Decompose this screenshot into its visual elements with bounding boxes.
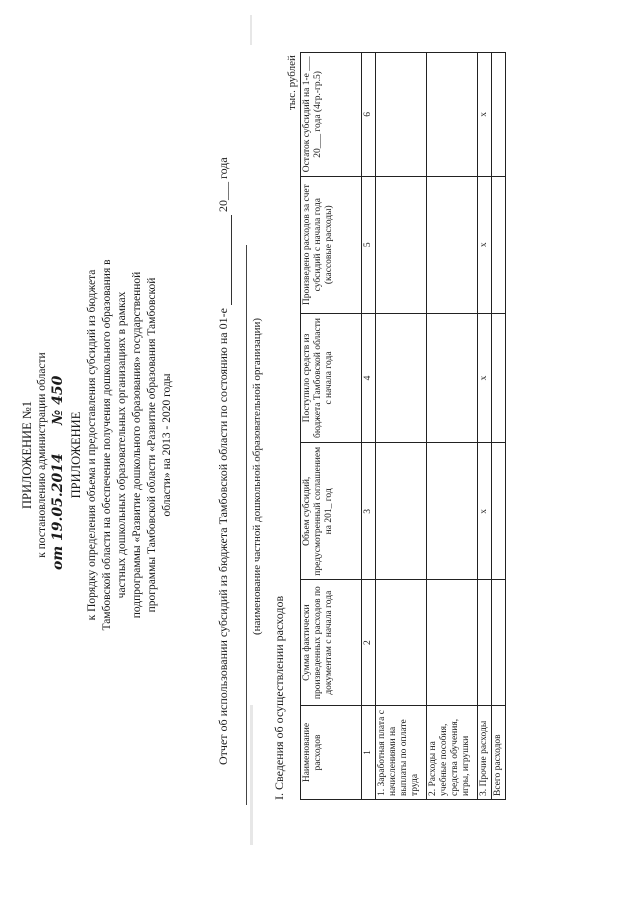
order-line-6: области» на 2013 - 2020 годы (161, 373, 173, 517)
section-heading: I. Сведения об осуществлении расходов (272, 595, 286, 800)
appendix-heading: ПРИЛОЖЕНИЕ (69, 411, 83, 499)
organization-caption: (наименование частной дошкольной образовательной организации) (251, 317, 263, 635)
row-name: 2. Расходы на учебные пособия, средства обучения, игры, игрушки (426, 706, 477, 800)
table-cell (375, 443, 426, 580)
column-number: 6 (362, 53, 376, 177)
order-line-5: программы Тамбовской области «Развитие образования Тамбовской (146, 277, 158, 613)
scan-noise (250, 15, 252, 45)
table-cell: х (477, 313, 491, 443)
table-number-row (362, 53, 376, 800)
report-title (216, 157, 232, 765)
report-year: 20___ года (216, 157, 230, 213)
expenses-table (300, 52, 506, 800)
handwritten-date: от 19.05.2014 (50, 453, 66, 570)
table-cell (426, 443, 477, 580)
header-subsidy-volume: Объем субсидий, предусмотренный соглашением на 201_ год (301, 443, 362, 580)
column-number: 1 (362, 706, 376, 800)
table-cell (375, 176, 426, 313)
table-row (491, 53, 505, 800)
table-cell (426, 53, 477, 177)
handwritten-number: № 450 (50, 375, 66, 425)
table-cell (491, 313, 505, 443)
table-cell (426, 580, 477, 706)
table-row (477, 53, 491, 800)
table-header-row (301, 53, 362, 800)
table-cell (491, 580, 505, 706)
header-expense-name: Наименование расходов (301, 706, 362, 800)
table-cell (426, 176, 477, 313)
header-actual-expenses: Сумма фактически произведенных расходов по документам с начала года (301, 580, 362, 706)
row-name: 3. Прочие расходы (477, 706, 491, 800)
column-number: 5 (362, 176, 376, 313)
table-cell (477, 580, 491, 706)
resolution-reference: к постановлению администрации области (36, 352, 48, 558)
scan-noise (258, 415, 260, 475)
order-line-2: Тамбовской области на обеспечение получения дошкольного образования в (101, 259, 113, 631)
row-name: Всего расходов (491, 706, 505, 800)
row-name: 1. Заработная плата с начислениями на выплаты по оплате труда (375, 706, 426, 800)
appendix-1-heading: ПРИЛОЖЕНИЕ №1 (20, 400, 34, 510)
report-date-blank (216, 215, 232, 305)
table-cell (375, 53, 426, 177)
order-line-1: к Порядку определения объема и предоставления субсидий из бюджета (86, 269, 98, 621)
table-cell: х (477, 443, 491, 580)
table-row (375, 53, 426, 800)
table-cell (426, 313, 477, 443)
units-label: тыс. рублей (286, 55, 298, 110)
organization-name-line (246, 245, 247, 805)
table-cell: х (477, 176, 491, 313)
table-cell (375, 580, 426, 706)
table-cell (491, 443, 505, 580)
column-number: 4 (362, 313, 376, 443)
table-cell (491, 53, 505, 177)
table-cell (375, 313, 426, 443)
header-subsidy-balance: Остаток субсидий на 1-е ___ 20___ года (4гр.-гр.5) (301, 53, 362, 177)
order-line-3: частных дошкольных образовательных организациях в рамках (116, 291, 128, 599)
table-row (426, 53, 477, 800)
order-line-4: подпрограммы «Развитие дошкольного образования» государственной (131, 271, 143, 619)
column-number: 3 (362, 443, 376, 580)
column-number: 2 (362, 580, 376, 706)
header-expenses-made: Произведено расходов за счет субсидий с начала года (кассовые расходы) (301, 176, 362, 313)
header-funds-received: Поступило средств из бюджета Тамбовской области с начала года (301, 313, 362, 443)
report-title-text: Отчет об использовании субсидий из бюджета Тамбовской области по состоянию на 01-е (216, 308, 230, 765)
scan-noise (250, 705, 253, 845)
table-cell (491, 176, 505, 313)
table-cell: х (477, 53, 491, 177)
